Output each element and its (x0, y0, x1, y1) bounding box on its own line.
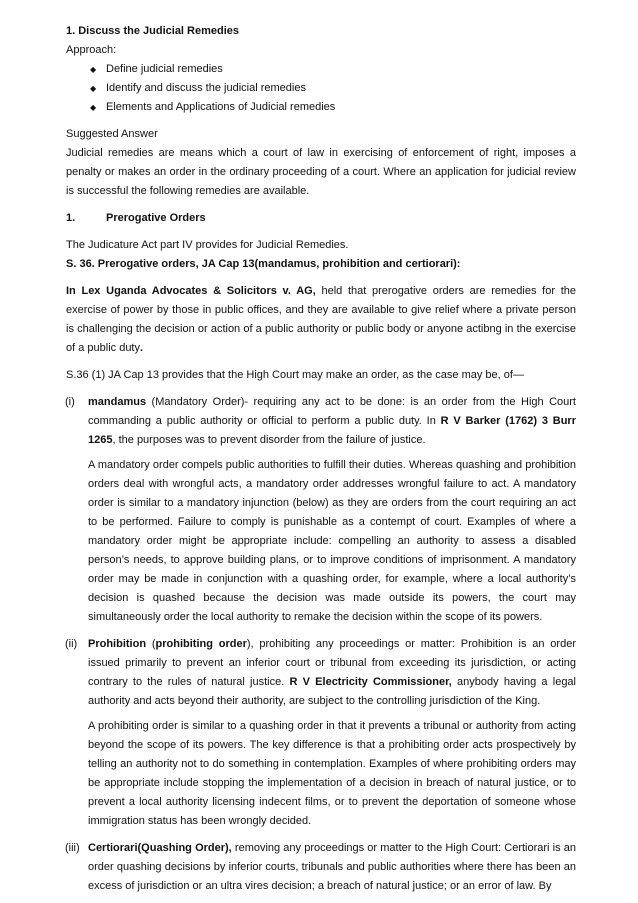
prohibition-paragraph: A prohibiting order is similar to a quashing order in that it prevents a tribunal or authority from acting beyond the scope of its powers. The key difference is that a prohibiting order acts prospectively by telling an authority not to do something in contemplation. Examples of where prohibiting orders may be appropriate include stopping the implementation of a decision in breach of natural justice, or to prevent a local authority licensing indecent films, or to prevent the deportation of someone whose immigration status has been wrongly decided. (88, 720, 576, 827)
s36-heading: S. 36. Prerogative orders, JA Cap 13(mandamus, prohibition and certiorari): (66, 258, 461, 270)
case-name: R V Barker (1762) 3 Burr 1265 (88, 415, 576, 446)
page-title: 1. Discuss the Judicial Remedies (66, 25, 240, 37)
suggested-answer-label: Suggested Answer (66, 128, 158, 140)
case-name: R V Electricity Commissioner, (289, 676, 452, 688)
act-line: The Judicature Act part IV provides for Judicial Remedies. (66, 239, 349, 251)
list-item: ◆ Define judicial remedies (90, 60, 576, 79)
mandamus-paragraph: A mandatory order compels public authorities to fulfill their duties. Whereas quashing and prohibition orders deal with wrongful acts, a mandatory order addresses wrongful failure to act. A mandatory order is similar to a mandatory injunction (below) as they are orders from the court requiring an act to be performed. Failure to comply is punishable as a contempt of court. Examples of where a mandatory order might be appropriate include: compelling an authority to assess a disabled person’s needs, to approve building plans, or to improve conditions of imprisonment. A mandatory order may be made in conjunction with a quashing order, for example, where a local authority’s decision is quashed because the decision was made outside its powers, the court may simultaneously order the local authority to remake the decision within the scope of its powers. (88, 459, 576, 623)
list-item: ◆ Identify and discuss the judicial remedies (90, 79, 576, 98)
section-heading: 1. Prerogative Orders (66, 212, 206, 224)
diamond-bullet-icon: ◆ (90, 65, 97, 74)
lex-paragraph: In Lex Uganda Advocates & Solicitors v. AG, held that prerogative orders are remedies for the exercise of power by those in public offices, and they are available to give relief where a private person is challenging the decision or action of a public authority or public body or anyone actibng in the exercise of a public duty. (66, 285, 576, 354)
diamond-bullet-icon: ◆ (90, 103, 97, 112)
diamond-bullet-icon: ◆ (90, 84, 97, 93)
s36-subsection: S.36 (1) JA Cap 13 provides that the High Court may make an order, as the case may be, of— (66, 369, 524, 381)
list-item-certiorari: (iii) Certiorari(Quashing Order), removing any proceedings or matter to the High Court: Certiorari is an order quashing decisions by inferior courts, tribunals and public authorities where there has been an excess of jurisdiction or an ultra vires decision; a breach of natural justice; or an error of law. By (65, 842, 576, 892)
approach-list (66, 60, 576, 117)
intro-paragraph: Judicial remedies are means which a court of law in exercising of enforcement of right, imposes a penalty or makes an order in the ordinary proceeding of a court. Where an application for judicial review is successful the following remedies are available. (66, 147, 576, 197)
list-item-prohibition: (ii) Prohibition (prohibiting order), prohibiting any proceedings or matter: Prohibition is an order issued primarily to prevent an inferior court or tribunal from exceeding its jurisdiction, or acting contrary to the rules of natural justice. R V Electricity Commissioner, anybody having a legal authority and acts beyond their authority, are subject to the controlling jurisdiction of the King. (65, 638, 576, 707)
approach-label: Approach: (66, 44, 117, 56)
list-item: ◆ Elements and Applications of Judicial remedies (90, 98, 576, 117)
document-page (66, 22, 576, 896)
list-item-mandamus: (i) mandamus (Mandatory Order)- requiring any act to be done: is an order from the High Court commanding a public authority or official to perform a public duty. In R V Barker (1762) 3 Burr 1265, the purposes was to prevent disorder from the failure of justice. (65, 396, 576, 446)
case-name: In Lex Uganda Advocates & Solicitors v. AG, (66, 285, 316, 297)
